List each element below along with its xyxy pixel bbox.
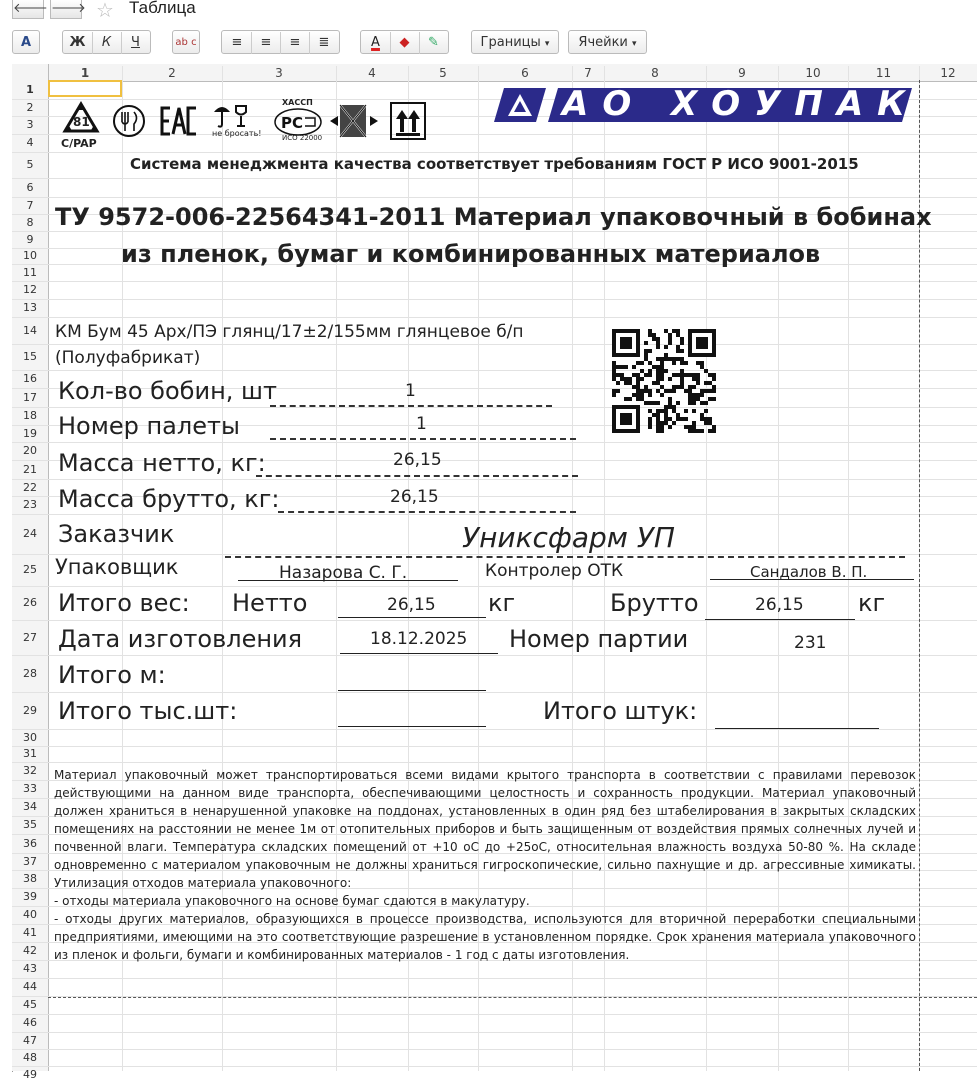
customer-label: Заказчик: [58, 520, 175, 548]
note-line: одновременно с материалом упаковочным не должны храниться гигроскопические, сильно пахнущие и др. агрессивные химикаты.: [54, 858, 916, 872]
controller-label: Контролер ОТК: [485, 561, 624, 581]
row-header[interactable]: 41: [23, 926, 37, 939]
note-line: - отходы других материалов, образующихся в процессе производства, используются для вторичной переработки специальными: [54, 912, 916, 926]
row-header[interactable]: 28: [23, 667, 37, 680]
row-gridline: [12, 281, 977, 282]
page-break-horizontal: [48, 997, 977, 998]
column-header[interactable]: 2: [168, 66, 176, 80]
gross-mass-value: 26,15: [390, 487, 439, 507]
star-icon[interactable]: ☆: [96, 0, 114, 22]
document-title: Таблица: [129, 0, 196, 17]
haccp-icon: [272, 100, 324, 144]
controller-value: Сандалов В. П.: [750, 563, 868, 581]
total-pcs-label: Итого штук:: [543, 697, 698, 725]
row-gridline: [12, 442, 977, 443]
spec-title-line1: ТУ 9572-006-22564341-2011 Материал упаковочный в бобинах: [55, 203, 932, 231]
align-justify-icon[interactable]: ≣: [318, 35, 330, 50]
row-header[interactable]: 5: [26, 158, 34, 171]
row-gridline: [12, 692, 977, 693]
row-header[interactable]: 31: [23, 747, 37, 760]
column-header[interactable]: 12: [940, 66, 956, 80]
align-left-icon[interactable]: ≡: [223, 32, 252, 54]
row-gridline: [12, 197, 977, 198]
row-gridline: [12, 655, 977, 656]
row-gridline: [12, 514, 977, 515]
row-header[interactable]: 10: [23, 249, 37, 262]
row-header[interactable]: 44: [23, 980, 37, 993]
haccp-text: ХАССП: [282, 98, 313, 107]
row-gridline: [12, 178, 977, 179]
row-header[interactable]: 46: [23, 1016, 37, 1029]
spellcheck-button[interactable]: ab c: [172, 30, 200, 54]
note-line: помещениях на расстоянии не менее 1м от отопительных приборов и быть защищенным от воздействия прямых солнечных лучей и: [54, 822, 916, 836]
column-header[interactable]: 7: [584, 66, 592, 80]
align-center-icon[interactable]: ≡: [252, 32, 281, 54]
column-header[interactable]: 10: [805, 66, 821, 80]
row-header[interactable]: 19: [23, 427, 37, 440]
row-gridline: [12, 134, 977, 135]
row-header[interactable]: 25: [23, 563, 37, 576]
note-line: почвенной влаги. Температура складских помещений от +10 оС до +25оС, относительная влажность воздуха 50-80 %. На складе: [54, 840, 916, 854]
chevron-down-icon: ▾: [632, 39, 637, 49]
row-header[interactable]: 8: [26, 216, 34, 229]
row-gridline: [12, 620, 977, 621]
note-line: предприятиями, имеющими на это соответствующие разрешение в установленном порядке. Срок хранения материала упаковочного: [54, 930, 916, 944]
row-header[interactable]: 23: [23, 498, 37, 511]
column-header[interactable]: 9: [738, 66, 746, 80]
row-header[interactable]: 16: [23, 372, 37, 385]
spec-title-line2: из пленок, бумаг и комбинированных материалов: [121, 240, 821, 268]
row-gridline: [12, 762, 977, 763]
row-header[interactable]: 45: [23, 998, 37, 1011]
row-header[interactable]: 2: [26, 101, 34, 114]
iso-text: ИСО 22000: [282, 134, 323, 142]
fragile-text: не бросать!: [212, 129, 262, 138]
kg-unit-1: кг: [488, 589, 516, 617]
row-header[interactable]: 22: [23, 481, 37, 494]
row-gridline: [12, 299, 977, 300]
row-header[interactable]: 32: [23, 764, 37, 777]
row-header[interactable]: 6: [26, 181, 34, 194]
svg-text:PC: PC: [281, 114, 304, 132]
row-header[interactable]: 27: [23, 631, 37, 644]
row-header[interactable]: 43: [23, 962, 37, 975]
row-header[interactable]: 37: [23, 855, 37, 868]
note-line: действующими на данном виде транспорта, обеспечивающими целостность и сохранность продукции. Материал упаковочный: [54, 786, 916, 800]
text-color-button[interactable]: A: [362, 32, 391, 54]
brutto-value: 26,15: [755, 595, 804, 615]
row-gridline: [12, 479, 977, 480]
row-header[interactable]: 38: [23, 872, 37, 885]
column-header[interactable]: 4: [368, 66, 376, 80]
row-header[interactable]: 15: [23, 350, 37, 363]
this-side-up-icon: [390, 102, 426, 140]
row-gridline: [12, 1014, 977, 1015]
total-k-label: Итого тыс.шт:: [58, 697, 238, 725]
netto-underline: [338, 617, 486, 618]
customer-value: Униксфарм УП: [462, 521, 675, 554]
date-value: 18.12.2025: [370, 629, 468, 649]
row-header[interactable]: 26: [23, 596, 37, 609]
net-mass-underline: [256, 475, 578, 477]
row-header[interactable]: 35: [23, 818, 37, 831]
note-line: из пленок и фольги, бумаги и комбинированных материалов - 1 год с даты изготовления.: [54, 948, 630, 962]
chevron-down-icon: ▾: [544, 39, 550, 49]
borders-label: Границы: [480, 35, 541, 50]
product-type: (Полуфабрикат): [55, 348, 201, 368]
total-m-label: Итого м:: [58, 661, 166, 689]
note-line: - отходы материала упаковочного на основе бумаг сдаются в макулатуру.: [54, 894, 530, 908]
food-safe-icon: [112, 104, 146, 138]
customer-underline: [225, 556, 905, 558]
qms-statement: Система менеджмента качества соответствует требованиям ГОСТ Р ИСО 9001-2015: [130, 155, 859, 173]
recycle-code: C/PAP: [61, 137, 97, 150]
cells-dropdown[interactable]: [568, 30, 647, 54]
total-weight-label: Итого вес:: [58, 589, 190, 617]
italic-button[interactable]: К: [93, 32, 122, 54]
align-right-icon[interactable]: ≡: [281, 32, 310, 54]
row-header[interactable]: 20: [23, 444, 37, 457]
rolls-label: Кол-во бобин, шт: [58, 377, 277, 405]
row-header[interactable]: 39: [23, 890, 37, 903]
row-header[interactable]: 14: [23, 324, 37, 337]
row-gridline: [12, 586, 977, 587]
row-gridline: [12, 746, 977, 747]
row-gridline: [12, 370, 977, 371]
batch-label: Номер партии: [509, 625, 689, 653]
column-header[interactable]: 6: [521, 66, 529, 80]
row-header[interactable]: 9: [26, 233, 34, 246]
fragile-icon: [210, 102, 265, 142]
row-header[interactable]: 33: [23, 782, 37, 795]
column-header[interactable]: 8: [651, 66, 659, 80]
note-line: должен храниться в ненарушенной упаковке на поддонах, установленных в один ряд без штабелирования в закрытых складских: [54, 804, 916, 818]
row-gridline: [12, 152, 977, 153]
row-gridline: [12, 1066, 977, 1067]
color-group: [360, 30, 449, 54]
row-header[interactable]: 4: [26, 136, 34, 149]
row-gridline: [12, 729, 977, 730]
qr-code: [612, 329, 716, 433]
pallet-value: 1: [416, 414, 427, 434]
column-header[interactable]: 3: [275, 66, 283, 80]
product-name: КМ Бум 45 Арх/ПЭ глянц/17±2/155мм глянцевое б/п: [55, 322, 524, 342]
column-header[interactable]: 5: [439, 66, 447, 80]
note-line: Утилизация отходов материала упаковочного:: [54, 876, 352, 890]
rolls-underline: [270, 405, 552, 407]
row-header[interactable]: 34: [23, 800, 37, 813]
underline-button[interactable]: Ч: [131, 35, 140, 50]
column-header[interactable]: 11: [875, 66, 892, 80]
row-gridline: [12, 407, 977, 408]
batch-value: 231: [794, 633, 827, 653]
row-header[interactable]: 18: [23, 409, 37, 422]
row-gridline: [12, 317, 977, 318]
forward-button[interactable]: 🡒: [50, 0, 82, 19]
row-header[interactable]: 11: [23, 266, 37, 279]
total-pcs-underline: [715, 728, 879, 729]
total-m-underline: [338, 690, 486, 691]
row-header[interactable]: 48: [23, 1051, 37, 1064]
pallet-underline: [270, 438, 576, 440]
eac-icon: [160, 105, 198, 137]
row-header[interactable]: 12: [23, 283, 37, 296]
row-gridline: [12, 344, 977, 345]
row-header[interactable]: 36: [23, 837, 37, 850]
row-header[interactable]: 17: [23, 391, 37, 404]
row-header[interactable]: 40: [23, 908, 37, 921]
kg-unit-2: кг: [858, 589, 886, 617]
gross-mass-underline: [278, 511, 576, 513]
font-style-button[interactable]: A: [12, 30, 40, 54]
recycle-number: 81: [73, 115, 90, 129]
pallet-label: Номер палеты: [58, 412, 240, 440]
brutto-underline: [705, 619, 855, 620]
rolls-value: 1: [405, 381, 416, 401]
net-mass-label: Масса нетто, кг:: [58, 449, 266, 477]
borders-dropdown[interactable]: [471, 30, 559, 54]
selected-cell[interactable]: [48, 80, 122, 97]
pencil-icon[interactable]: ✎: [428, 35, 439, 50]
row-header[interactable]: 42: [23, 944, 37, 957]
row-header[interactable]: 21: [23, 463, 37, 476]
total-k-underline: [338, 726, 486, 727]
row-header[interactable]: 1: [26, 83, 34, 96]
fill-color-icon[interactable]: ◆: [391, 32, 420, 54]
row-header[interactable]: 49: [23, 1068, 37, 1081]
company-name: АО ХОУПАК: [562, 84, 919, 124]
netto-label: Нетто: [232, 589, 308, 617]
packer-label: Упаковщик: [55, 555, 179, 579]
netto-value: 26,15: [387, 595, 436, 615]
row-header[interactable]: 47: [23, 1034, 37, 1047]
cells-label: Ячейки: [578, 35, 628, 50]
company-logo: [494, 84, 919, 124]
brutto-label: Брутто: [610, 589, 699, 617]
row-header[interactable]: 24: [23, 527, 37, 540]
row-header[interactable]: 3: [26, 118, 34, 131]
row-gridline: [12, 1032, 977, 1033]
align-group: [221, 30, 340, 54]
row-gridline: [12, 978, 977, 979]
column-header[interactable]: 1: [80, 66, 90, 80]
packer-value: Назарова С. Г.: [279, 563, 408, 583]
storage-notes: [54, 766, 916, 964]
row-gridline: [12, 1049, 977, 1050]
row-header[interactable]: 13: [23, 301, 37, 314]
row-header[interactable]: 29: [23, 704, 37, 717]
row-header[interactable]: 7: [26, 199, 34, 212]
text-style-group: [62, 30, 151, 54]
date-underline: [340, 653, 498, 654]
note-line: Материал упаковочный может транспортироваться всеми видами крытого транспорта в соответствии с правилами перевозок: [54, 768, 916, 782]
back-button[interactable]: 🡐: [12, 0, 44, 19]
row-gridline: [12, 231, 977, 232]
net-mass-value: 26,15: [393, 450, 442, 470]
date-label: Дата изготовления: [58, 625, 303, 653]
row-header[interactable]: 30: [23, 731, 37, 744]
do-not-stack-icon: [328, 102, 380, 140]
bold-button[interactable]: Ж: [64, 32, 93, 54]
recycle-icon: [55, 101, 107, 149]
gross-mass-label: Масса брутто, кг:: [58, 485, 280, 513]
